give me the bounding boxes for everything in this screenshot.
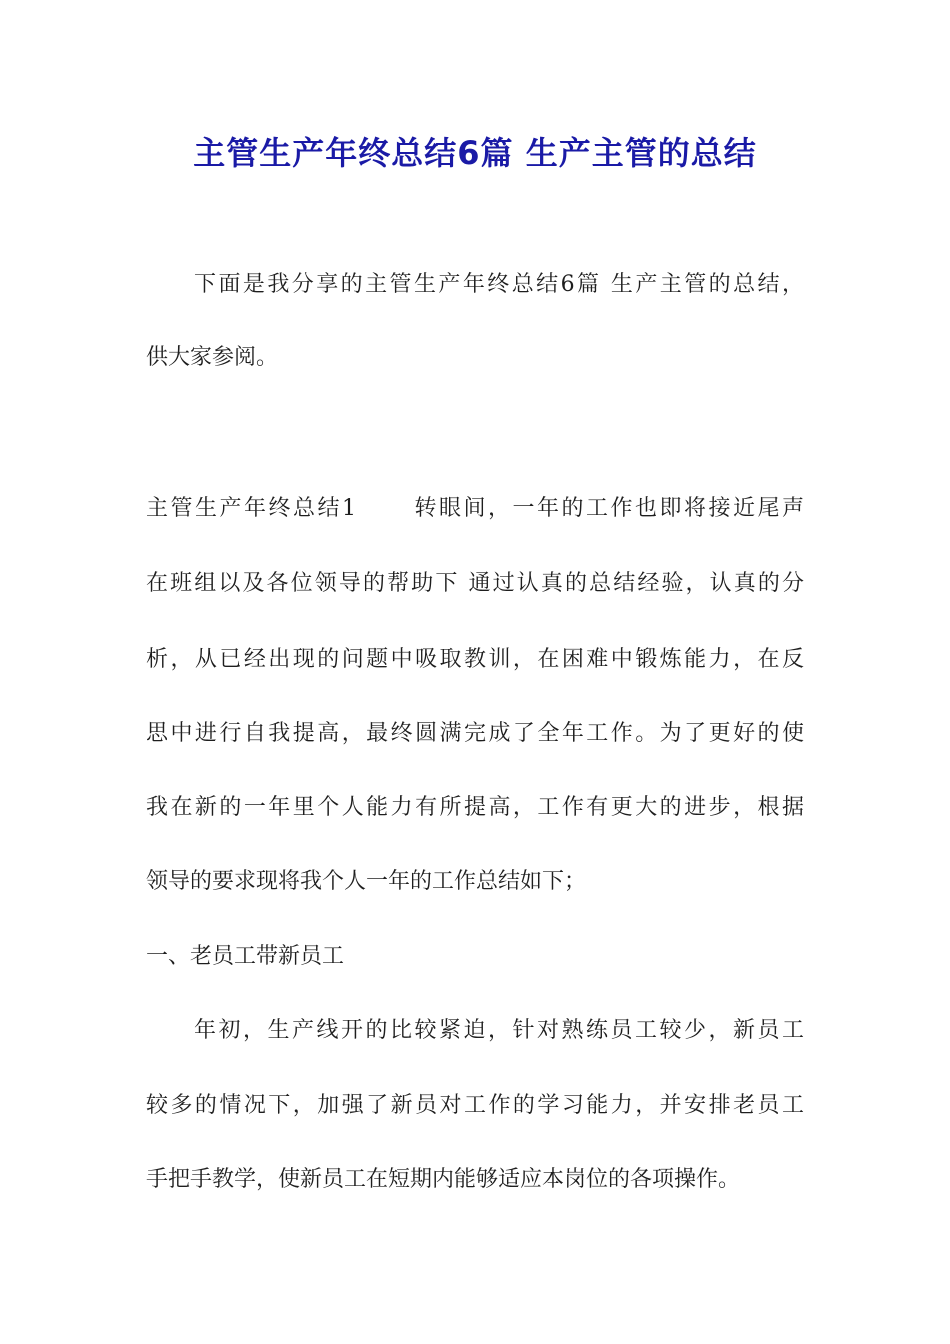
paragraph-1-line-3: 思中进行自我提高，最终圆满完成了全年工作。为了更好的使 [146,721,804,746]
paragraph-2-line-1: 年初，生产线开的比较紧迫，针对熟练员工较少，新员工 [194,1018,804,1043]
section-label: 主管生产年终总结1 [146,496,356,521]
paragraph-2-line-2: 较多的情况下，加强了新员对工作的学习能力，并安排老员工 [146,1093,804,1118]
paragraph-1-line-2: 析，从已经出现的问题中吸取教训，在困难中锻炼能力，在反 [146,647,804,672]
document-title: 主管生产年终总结6篇 生产主管的总结 [193,134,757,172]
section-first-text: 转眼间，一年的工作也即将接近尾声 [412,496,804,521]
intro-line-1: 下面是我分享的主管生产年终总结6篇 生产主管的总结， [194,272,804,297]
paragraph-1-line-5: 领导的要求现将我个人一年的工作总结如下； [146,869,587,894]
subheading-1: 一、老员工带新员工 [146,944,345,969]
section-heading-line [146,494,804,524]
paragraph-1-line-1: 在班组以及各位领导的帮助下 通过认真的总结经验，认真的分 [146,571,804,596]
paragraph-1-line-4: 我在新的一年里个人能力有所提高，工作有更大的进步，根据 [146,795,804,820]
intro-line-2: 供大家参阅。 [146,345,279,370]
paragraph-2-line-3: 手把手教学，使新员工在短期内能够适应本岗位的各项操作。 [146,1167,741,1192]
